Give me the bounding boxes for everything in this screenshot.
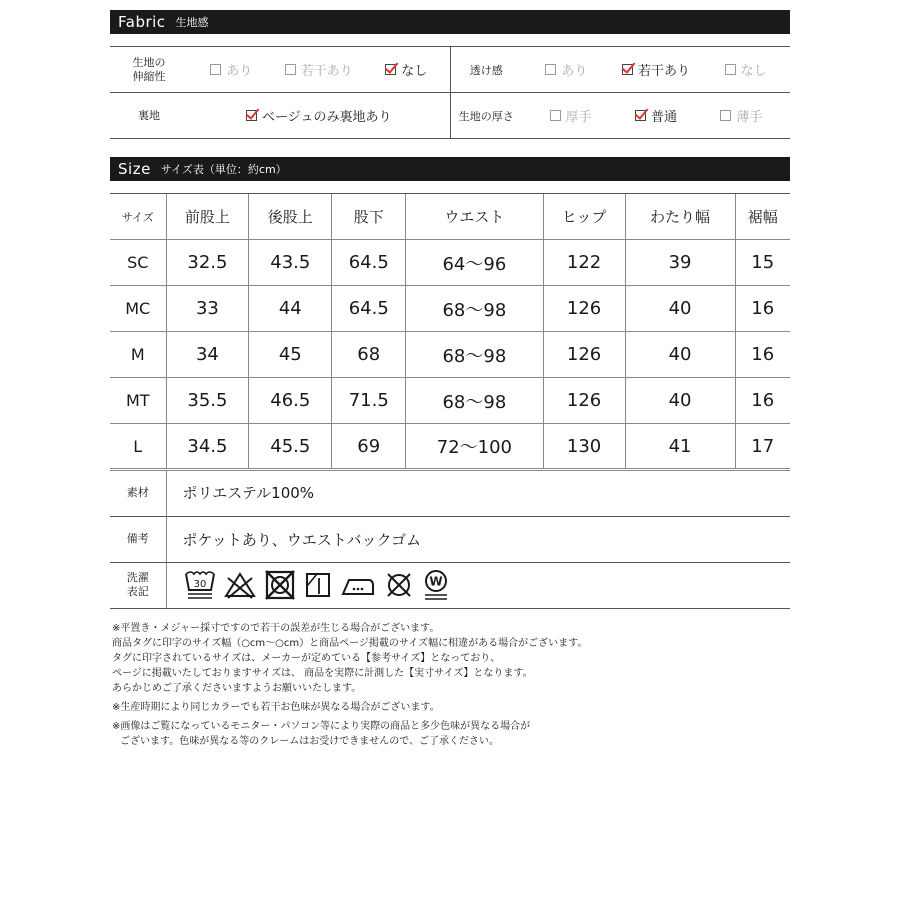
wash-30-gentle-icon (183, 568, 217, 602)
value-cell: 46.5 (249, 378, 332, 424)
lining-options (188, 106, 450, 125)
stretch-options (188, 60, 450, 79)
footnote-line: ※平置き・メジャー採寸ですので若干の誤差が生じる場合がございます。 (112, 623, 440, 634)
col-header-thigh: わたり幅 (625, 194, 735, 240)
value-cell: 130 (543, 424, 625, 470)
size-section-header (110, 157, 790, 181)
footnote-line: ございます。色味が異なる等のクレームはお受けできませんので、ご了承ください。 (120, 736, 499, 747)
info-table (110, 470, 790, 609)
table-row (110, 332, 790, 378)
lining-label: 裏地 (110, 93, 188, 139)
transparency-option: あり (545, 60, 587, 79)
size-cell: MT (110, 378, 166, 424)
stretch-label: 生地の 伸縮性 (110, 47, 188, 93)
fabric-row (110, 47, 790, 93)
col-header-hip: ヒップ (543, 194, 625, 240)
iron-low-icon (339, 568, 377, 602)
care-label: 洗濯 表記 (110, 562, 166, 608)
value-cell: 40 (625, 378, 735, 424)
value-cell: 44 (249, 286, 332, 332)
transparency-option: 若干あり (622, 60, 690, 79)
checkbox-icon (725, 64, 736, 75)
material-label: 素材 (110, 470, 166, 516)
value-cell: 68〜98 (406, 286, 543, 332)
col-header-hem: 裾幅 (735, 194, 790, 240)
checkbox-icon (720, 110, 731, 121)
value-cell: 64.5 (332, 240, 406, 286)
stretch-option: なし (385, 60, 427, 79)
size-cell: L (110, 424, 166, 470)
value-cell: 64〜96 (406, 240, 543, 286)
table-row (110, 378, 790, 424)
care-symbols (183, 568, 791, 602)
thickness-options (522, 106, 790, 125)
svg-text:30: 30 (193, 579, 206, 590)
notes-value: ポケットあり、ウエストバックゴム (166, 516, 790, 562)
footnote-line: ※画像はご覧になっているモニター・パソコン等により実際の商品と多少色味が異なる場合が (112, 721, 531, 732)
svg-text:W: W (428, 574, 443, 589)
footnote-line: ページに掲載いたしておりますサイズは、 商品を実際に計測した【実寸サイズ】となります。 (112, 668, 533, 679)
material-value: ポリエステル100% (166, 470, 790, 516)
footnote-line: あらかじめご了承くださいますようお願いいたします。 (112, 683, 362, 694)
col-header-size: サイズ (110, 194, 166, 240)
value-cell: 69 (332, 424, 406, 470)
thickness-option: 普通 (635, 106, 677, 125)
value-cell: 33 (166, 286, 249, 332)
size-cell: MC (110, 286, 166, 332)
transparency-label: 透け感 (450, 47, 522, 93)
value-cell: 45 (249, 332, 332, 378)
size-header-row (110, 194, 790, 240)
fabric-subtitle: 生地感 (175, 16, 209, 29)
checkbox-icon (550, 110, 561, 121)
no-bleach-icon (223, 568, 257, 602)
table-row (110, 286, 790, 332)
checkbox-checked-icon (246, 110, 257, 121)
value-cell: 71.5 (332, 378, 406, 424)
transparency-option: なし (725, 60, 767, 79)
value-cell: 34.5 (166, 424, 249, 470)
col-header-back-rise: 後股上 (249, 194, 332, 240)
value-cell: 64.5 (332, 286, 406, 332)
value-cell: 39 (625, 240, 735, 286)
checkbox-icon (210, 64, 221, 75)
col-header-waist: ウエスト (406, 194, 543, 240)
material-row (110, 470, 790, 516)
checkbox-icon (285, 64, 296, 75)
value-cell: 68〜98 (406, 378, 543, 424)
value-cell: 41 (625, 424, 735, 470)
fabric-section-header (110, 10, 790, 34)
checkbox-icon (545, 64, 556, 75)
line-dry-shade-icon (303, 568, 333, 602)
thickness-label: 生地の厚さ (450, 93, 522, 139)
value-cell: 40 (625, 332, 735, 378)
fabric-row (110, 93, 790, 139)
checkbox-checked-icon (385, 64, 396, 75)
col-header-front-rise: 前股上 (166, 194, 249, 240)
value-cell: 72〜100 (406, 424, 543, 470)
value-cell: 15 (735, 240, 790, 286)
checkbox-checked-icon (622, 64, 633, 75)
wet-clean-gentle-icon (421, 568, 451, 602)
size-cell: SC (110, 240, 166, 286)
no-dry-clean-icon (383, 568, 415, 602)
table-row (110, 240, 790, 286)
size-title: Size (118, 160, 151, 178)
value-cell: 34 (166, 332, 249, 378)
value-cell: 68〜98 (406, 332, 543, 378)
value-cell: 126 (543, 332, 625, 378)
notes-row (110, 516, 790, 562)
value-cell: 16 (735, 286, 790, 332)
care-row (110, 562, 790, 608)
size-subtitle: サイズ表（単位：約cm） (160, 163, 287, 176)
stretch-option: あり (210, 60, 252, 79)
fabric-title: Fabric (118, 13, 166, 31)
col-header-inseam: 股下 (332, 194, 406, 240)
footnote-line: ※生産時期により同じカラーでも若干お色味が異なる場合がございます。 (112, 702, 440, 713)
transparency-options (522, 60, 790, 79)
notes-label: 備考 (110, 516, 166, 562)
value-cell: 16 (735, 378, 790, 424)
value-cell: 40 (625, 286, 735, 332)
value-cell: 126 (543, 286, 625, 332)
thickness-option: 薄手 (720, 106, 762, 125)
checkbox-checked-icon (635, 110, 646, 121)
footnote-line: 商品タグに印字のサイズ幅（○cm〜○cm）と商品ページ掲載のサイズ幅に相違がある場合がございます。 (112, 638, 588, 649)
no-tumble-dry-icon (263, 568, 297, 602)
value-cell: 68 (332, 332, 406, 378)
value-cell: 32.5 (166, 240, 249, 286)
value-cell: 43.5 (249, 240, 332, 286)
value-cell: 126 (543, 378, 625, 424)
fabric-table (110, 46, 790, 139)
value-cell: 45.5 (249, 424, 332, 470)
size-cell: M (110, 332, 166, 378)
value-cell: 35.5 (166, 378, 249, 424)
thickness-option: 厚手 (550, 106, 592, 125)
lining-option: ベージュのみ裏地あり (246, 106, 391, 125)
value-cell: 17 (735, 424, 790, 470)
table-row (110, 424, 790, 470)
footnote-line: タグに印字されているサイズは、メーカーが定めている【参考サイズ】となっており、 (112, 653, 501, 664)
value-cell: 122 (543, 240, 625, 286)
footnotes (112, 621, 792, 749)
value-cell: 16 (735, 332, 790, 378)
stretch-option: 若干あり (285, 60, 353, 79)
size-table (110, 193, 790, 471)
